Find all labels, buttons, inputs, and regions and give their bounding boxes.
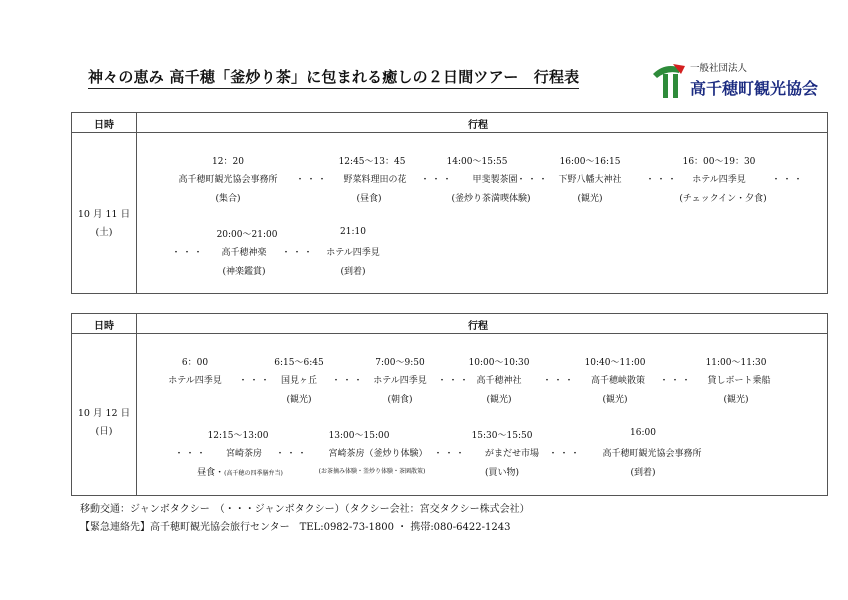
day2-r2-note-3: (買い物) bbox=[484, 468, 520, 478]
day2-r2-place-3: がまだせ市場 bbox=[484, 449, 540, 459]
table-header-row bbox=[72, 314, 827, 334]
day2-r1-note-3: (朝食) bbox=[387, 395, 413, 405]
day2-r1-place-2: 国見ヶ丘 bbox=[280, 376, 318, 386]
separator-dots: ・・・ bbox=[516, 175, 550, 185]
separator-dots: ・・・ bbox=[645, 175, 679, 185]
header-date: 日時 bbox=[94, 120, 114, 131]
separator-dots: ・・・ bbox=[437, 376, 471, 386]
page-title: 神々の恵み 高千穂「釜炒り茶」に包まれる癒しの２日間ツアー 行程表 bbox=[88, 66, 579, 89]
day1-r1-place-3: 甲斐製茶園 bbox=[472, 175, 518, 185]
day2-r1-place-1: ホテル四季見 bbox=[168, 376, 222, 386]
day1-r1-time-5: 16：00～19：30 bbox=[682, 157, 756, 167]
day2-r1-time-2: 6:15～6:45 bbox=[274, 358, 324, 368]
day2-r1-time-5: 10:40～11:00 bbox=[584, 358, 646, 368]
header-itinerary: 行程 bbox=[468, 321, 488, 332]
day1-date bbox=[72, 206, 136, 242]
day2-r2-note-4: (到着) bbox=[630, 468, 656, 478]
day2-r1-time-3: 7:00～9:50 bbox=[375, 358, 425, 368]
separator-dots: ・・・ bbox=[281, 248, 315, 258]
separator-dots: ・・・ bbox=[174, 449, 208, 459]
separator-dots: ・・・ bbox=[771, 175, 805, 185]
separator-dots: ・・・ bbox=[331, 376, 365, 386]
day1-r1-note-3: (釜炒り茶満喫体験) bbox=[451, 194, 531, 204]
day1-date-text: 10 月 11 日 bbox=[77, 209, 131, 220]
day1-itinerary-table bbox=[71, 112, 828, 294]
day2-r1-place-6: 貸しボート乗船 bbox=[707, 376, 771, 386]
day1-r1-time-4: 16:00～16:15 bbox=[559, 157, 621, 167]
day1-r1-note-5: (チェックイン・夕食) bbox=[679, 194, 767, 204]
day2-itinerary-table bbox=[71, 313, 828, 496]
day2-r2-time-1: 12:15～13:00 bbox=[207, 431, 269, 441]
day1-r2-note-1: (神楽鑑賞) bbox=[222, 267, 266, 277]
day2-r2-place-1: 宮崎茶房 bbox=[225, 449, 263, 459]
day2-r2-note-2 bbox=[319, 466, 426, 476]
day2-r1-place-3: ホテル四季見 bbox=[373, 376, 427, 386]
day1-r1-place-4: 下野八幡大神社 bbox=[558, 175, 622, 185]
separator-dots: ・・・ bbox=[295, 175, 329, 185]
day1-r1-time-1: 12：20 bbox=[212, 157, 244, 167]
day2-r1-note-4: (観光) bbox=[486, 395, 512, 405]
emergency-contact: 【緊急連絡先】高千穂町観光協会旅行センター TEL:0982-73-1800 ・ 携帯:080-6422-1243 bbox=[80, 522, 511, 533]
separator-dots: ・・・ bbox=[420, 175, 454, 185]
separator-dots: ・・・ bbox=[171, 248, 205, 258]
day2-r1-note-5: (観光) bbox=[602, 395, 628, 405]
day1-weekday: (土) bbox=[95, 227, 113, 238]
separator-dots: ・・・ bbox=[659, 376, 693, 386]
separator-dots: ・・・ bbox=[433, 449, 467, 459]
logo-org-name: 高千穂町観光協会 bbox=[690, 79, 819, 98]
day2-date-text: 10 月 12 日 bbox=[77, 408, 131, 419]
day2-r2-time-2: 13:00～15:00 bbox=[328, 431, 390, 441]
day2-r2-note-2-small: (お茶摘み体験・釜炒り体験・茶園散策) bbox=[318, 468, 426, 475]
day1-r2-note-2: (到着) bbox=[340, 267, 366, 277]
day1-r2-place-2: ホテル四季見 bbox=[326, 248, 380, 258]
day1-r1-place-5: ホテル四季見 bbox=[692, 175, 746, 185]
day1-r1-place-2: 野菜料理田の花 bbox=[343, 175, 407, 185]
day1-r1-note-4: (観光) bbox=[577, 194, 603, 204]
header-itinerary: 行程 bbox=[468, 120, 488, 131]
separator-dots: ・・・ bbox=[238, 376, 272, 386]
day2-r1-note-6: (観光) bbox=[723, 395, 749, 405]
day1-r2-time-2: 21:10 bbox=[340, 227, 366, 237]
separator-dots: ・・・ bbox=[275, 449, 309, 459]
day2-r2-place-2: 宮崎茶房（釜炒り体験） bbox=[328, 449, 428, 459]
day2-r2-note-1-small: (高千穂の四季膳弁当) bbox=[224, 470, 283, 477]
day2-date bbox=[72, 405, 136, 441]
day1-r1-note-2: (昼食) bbox=[356, 194, 382, 204]
table-header-row bbox=[72, 113, 827, 133]
day2-r1-time-1: 6：00 bbox=[181, 358, 209, 368]
day2-r1-note-2: (観光) bbox=[286, 395, 312, 405]
day2-r1-time-6: 11:00～11:30 bbox=[705, 358, 767, 368]
day2-r2-note-1 bbox=[197, 465, 283, 478]
day2-r2-note-1-main: 昼食・ bbox=[197, 468, 225, 478]
day1-r2-place-1: 高千穂神楽 bbox=[221, 248, 267, 258]
day2-r1-time-4: 10:00～10:30 bbox=[468, 358, 530, 368]
day1-r1-time-2: 12:45～13：45 bbox=[338, 157, 406, 167]
day2-r1-place-4: 高千穂神社 bbox=[476, 376, 522, 386]
day2-weekday: (日) bbox=[95, 426, 113, 437]
separator-dots: ・・・ bbox=[542, 376, 576, 386]
header-date: 日時 bbox=[94, 321, 114, 332]
day2-r2-time-3: 15:30～15:50 bbox=[471, 431, 533, 441]
separator-dots: ・・・ bbox=[548, 449, 582, 459]
day2-r1-place-5: 高千穂峡散策 bbox=[590, 376, 646, 386]
day1-r1-place-1: 高千穂町観光協会事務所 bbox=[178, 175, 278, 185]
day1-r1-note-1: (集合) bbox=[215, 194, 241, 204]
day2-r2-time-4: 16:00 bbox=[630, 428, 656, 438]
logo-org-type: 一般社団法人 bbox=[690, 63, 748, 74]
transport-note: 移動交通：ジャンボタクシー （・・・ジャンボタクシー）（タクシー会社：宮交タクシー株式会社） bbox=[80, 504, 530, 515]
day1-r2-time-1: 20:00～21:00 bbox=[216, 230, 278, 240]
day2-r2-place-4: 高千穂町観光協会事務所 bbox=[602, 449, 702, 459]
day1-r1-time-3: 14:00～15:55 bbox=[446, 157, 508, 167]
